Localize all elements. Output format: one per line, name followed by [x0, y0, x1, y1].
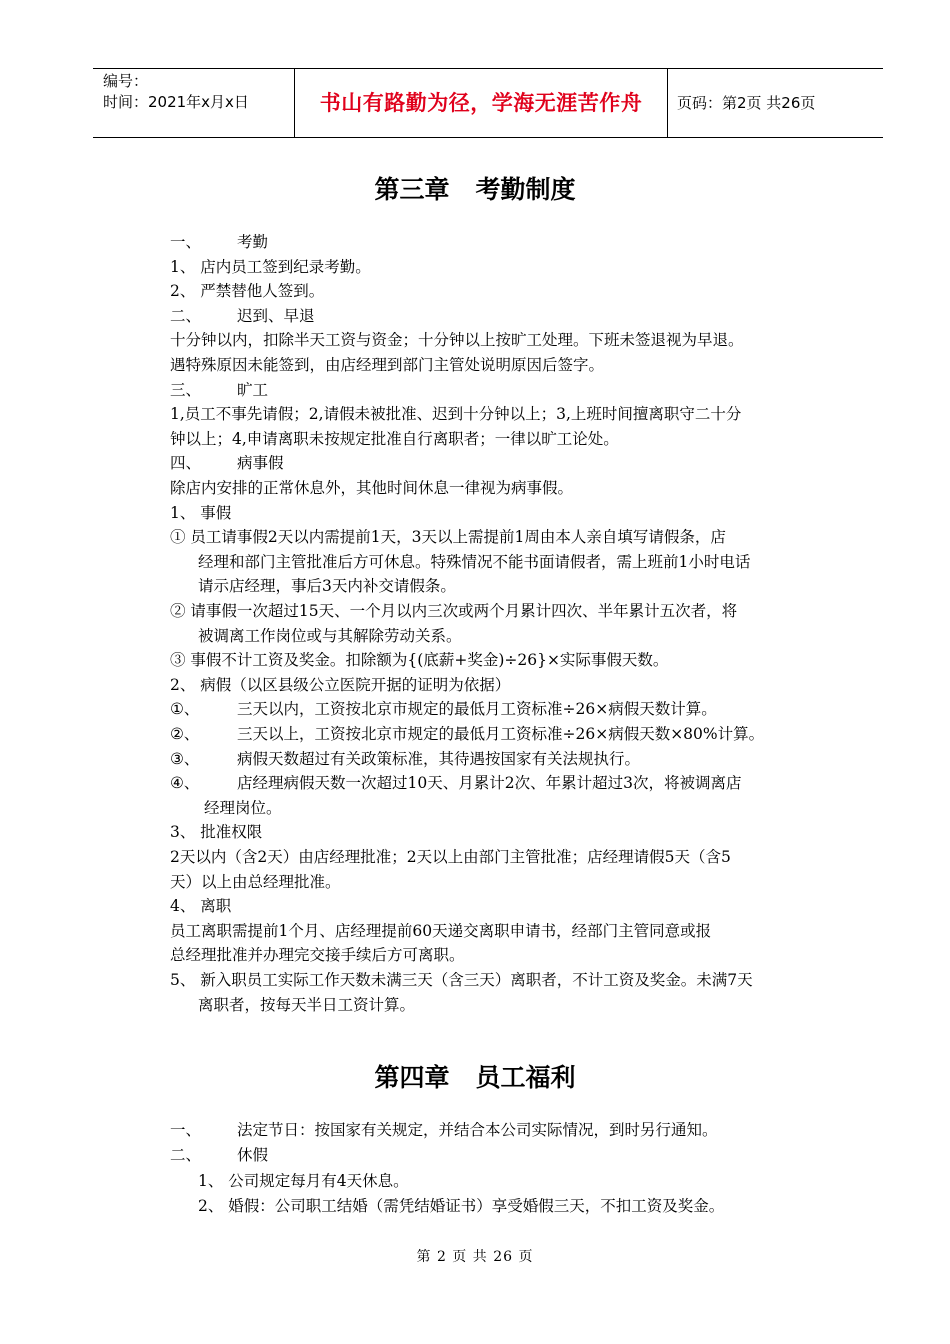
- text-line: 2天以内（含2天）由店经理批准；2天以上由部门主管批准；店经理请假5天（含5: [170, 848, 731, 866]
- text-line: 离职者，按每天半日工资计算。: [198, 995, 416, 1014]
- text-line: [170, 379, 268, 401]
- text-line: 经理岗位。: [204, 798, 282, 817]
- text-line: [170, 1144, 268, 1166]
- item-text: 旷工: [237, 380, 269, 399]
- header-motto: 书山有路勤为径，学海无涯苦作舟: [319, 90, 643, 115]
- header-meta: [103, 71, 249, 113]
- item-number: 二、: [170, 1146, 202, 1165]
- item-number: ②、: [170, 725, 200, 743]
- item-text: 病事假: [237, 454, 284, 473]
- number-label: 编号：: [103, 72, 149, 90]
- text-line: 天）以上由总经理批准。: [170, 872, 341, 891]
- text-line: 1、 店内员工签到纪录考勤。: [170, 257, 371, 276]
- item-number: ④、: [170, 774, 200, 793]
- text-line: 总经理批准并办理完交接手续后方可离职。: [170, 946, 465, 965]
- text-line: 1、 公司规定每月有4天休息。: [198, 1171, 409, 1190]
- text-line: [170, 1119, 718, 1141]
- item-text: 三天以上，工资按北京市规定的最低月工资标准÷26×病假天数×80%计算。: [237, 725, 765, 743]
- item-number: 二、: [170, 306, 202, 325]
- chapter4-title-number: 第四章: [374, 1063, 450, 1092]
- text-line: [170, 231, 268, 253]
- text-line: 1,员工不事先请假；2,请假未被批准、迟到十分钟以上；3,上班时间擅离职守二十分: [170, 405, 742, 424]
- text-line: 请示店经理，事后3天内补交请假条。: [198, 577, 456, 596]
- text-line: 遇特殊原因未能签到，由店经理到部门主管处说明原因后签字。: [170, 356, 605, 374]
- text-line: [170, 452, 284, 474]
- text-line: 经理和部门主管批准后方可休息。特殊情况不能书面请假者，需上班前1小时电话: [198, 552, 751, 571]
- item-text: 三天以内，工资按北京市规定的最低月工资标准÷26×病假天数计算。: [237, 700, 717, 719]
- text-line: 5、 新入职员工实际工作天数未满三天（含三天）离职者，不计工资及奖金。未满7天: [170, 971, 753, 989]
- text-line: 十分钟以内，扣除半天工资与资金；十分钟以上按旷工处理。下班未签退视为早退。: [170, 331, 744, 350]
- item-number: 四、: [170, 454, 202, 473]
- item-text: 考勤: [237, 233, 269, 251]
- chapter3-title-text: 考勤制度: [475, 175, 576, 204]
- item-text: 迟到、早退: [237, 306, 315, 325]
- text-line: 2、 严禁替他人签到。: [170, 282, 325, 301]
- text-line: ② 请事假一次超过15天、一个月以内三次或两个月累计四次、半年累计五次者，将: [170, 602, 738, 620]
- text-line: 员工离职需提前1个月、店经理提前60天递交离职申请书，经部门主管同意或报: [170, 921, 712, 940]
- time-label: 时间：2021年x月x日: [103, 93, 249, 111]
- text-line: ① 员工请事假2天以内需提前1天，3天以上需提前1周由本人亲自填写请假条，店: [170, 528, 726, 547]
- item-text: 法定节日：按国家有关规定，并结合本公司实际情况，到时另行通知。: [237, 1121, 718, 1139]
- text-line: 4、 离职: [170, 897, 232, 916]
- text-line: 钟以上；4,申请离职未按规定批准自行离职者；一律以旷工论处。: [170, 429, 619, 448]
- header-page-label: 页码：第2页 共26页: [677, 94, 816, 112]
- header-divider: [667, 69, 668, 137]
- item-number: 三、: [170, 380, 202, 399]
- chapter3-title: [0, 170, 950, 206]
- text-line: [170, 748, 640, 770]
- text-line: 除店内安排的正常休息外，其他时间休息一律视为病事假。: [170, 479, 574, 497]
- item-text: 病假天数超过有关政策标准，其待遇按国家有关法规执行。: [237, 749, 641, 768]
- item-number: 一、: [170, 1121, 202, 1139]
- item-text: 店经理病假天数一次超过10天、月累计2次、年累计超过3次，将被调离店: [237, 774, 742, 793]
- chapter4-title: [0, 1058, 950, 1094]
- item-text: 休假: [237, 1146, 269, 1165]
- text-line: 1、 事假: [170, 503, 232, 522]
- chapter4-title-text: 员工福利: [475, 1063, 576, 1092]
- text-line: 被调离工作岗位或与其解除劳动关系。: [198, 626, 462, 645]
- text-line: [170, 772, 741, 794]
- item-number: ③、: [170, 749, 200, 768]
- chapter3-title-number: 第三章: [374, 175, 450, 204]
- text-line: 2、 病假（以区县级公立医院开据的证明为依据）: [170, 675, 511, 694]
- text-line: [170, 698, 717, 720]
- page-footer: 第 2 页 共 26 页: [416, 1249, 534, 1265]
- text-line: ③ 事假不计工资及奖金。扣除额为{(底薪+奖金)÷26}×实际事假天数。: [170, 651, 669, 670]
- text-line: 2、 婚假：公司职工结婚（需凭结婚证书）享受婚假三天，不扣工资及奖金。: [198, 1196, 725, 1215]
- item-number: ①、: [170, 700, 200, 719]
- text-line: 3、 批准权限: [170, 823, 263, 842]
- text-line: [170, 305, 315, 327]
- page-header: [93, 68, 883, 138]
- item-number: 一、: [170, 233, 202, 251]
- text-line: [170, 723, 764, 745]
